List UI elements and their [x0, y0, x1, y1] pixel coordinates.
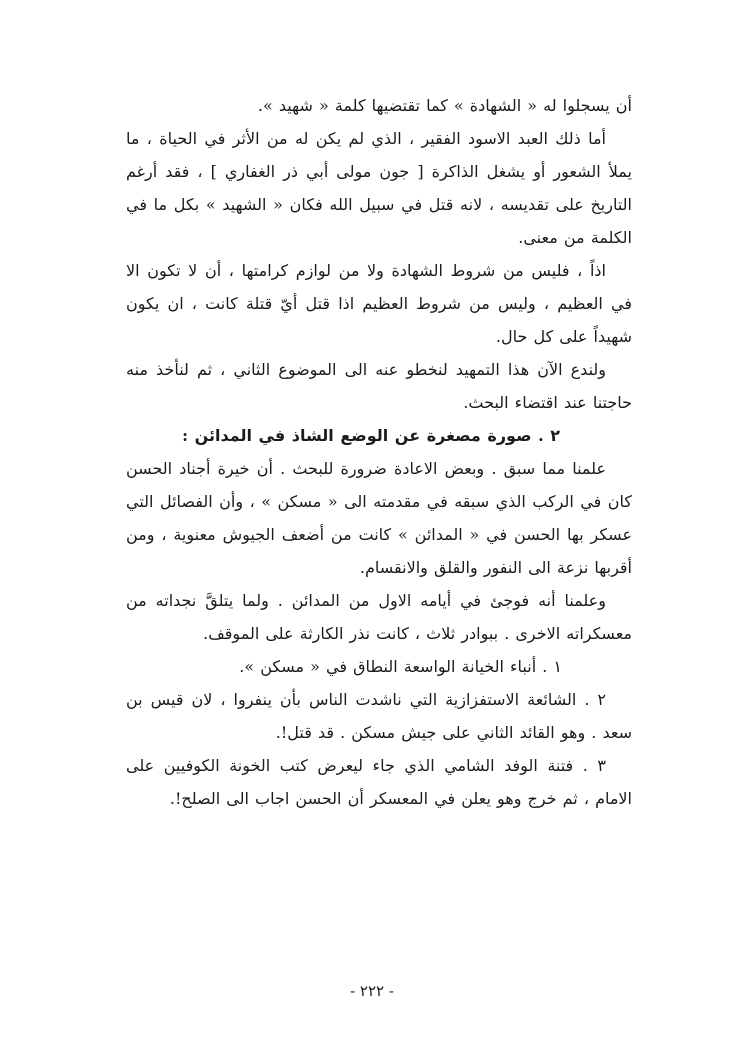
paragraph: وعلمنا أنه فوجئ في أيامه الاول من المدائن . ولما يتلقَّ نجداته من معسكراته الاخرى . ببوادر ثلاث ، كانت نذر الكارثة على الموقف. [126, 591, 632, 643]
paragraph: ولندع الآن هذا التمهيد لنخطو عنه الى الموضوع الثاني ، ثم لنأخذ منه حاجتنا عند اقتضاء البحث. [126, 360, 632, 412]
text-block [126, 89, 632, 815]
list-item: ١ . أنباء الخيانة الواسعة النطاق في « مسكن ». [239, 657, 562, 676]
paragraph-continuation: أن يسجلوا له « الشهادة » كما تقتضيها كلمة « شهيد ». [257, 96, 632, 115]
paragraph: أما ذلك العبد الاسود الفقير ، الذي لم يكن له من الأثر في الحياة ، ما يملأ الشعور أو يشغل الذاكرة [ جون مولى أبي ذر الغفاري ] ، فقد أرغم التاريخ على تقديسه ، لانه قتل في سبيل الله فكان « الشهيد » بكل ما في الكلمة من معنى. [126, 129, 632, 247]
paragraph: اذاً ، فليس من شروط الشهادة ولا من لوازم كرامتها ، أن لا تكون الا في العظيم ، وليس من شروط العظيم اذا قتل أيّ قتلة كانت ، ان يكون شهيداً على كل حال. [126, 261, 632, 346]
section-heading: ٢ . صورة مصغرة عن الوضع الشاذ في المدائن : [182, 426, 560, 445]
list-item: ٣ . فتنة الوفد الشامي الذي جاء ليعرض كتب الخونة الكوفيين على الامام ، ثم خرج وهو يعلن في المعسكر أن الحسن اجاب الى الصلح!. [126, 756, 632, 808]
paragraph: علمنا مما سبق . وبعض الاعادة ضرورة للبحث . أن خيرة أجناد الحسن كان في الركب الذي سبقه في مقدمته الى « مسكن » ، وأن الفصائل التي عسكر بها الحسن في « المدائن » كانت من أضعف الجيوش معنوية ، ومن أقربها نزعة الى النفور والقلق والانقسام. [126, 459, 632, 577]
list-item: ٢ . الشائعة الاستفزازية التي ناشدت الناس بأن ينفروا ، لان قيس بن سعد . وهو القائد الثاني على جيش مسكن . قد قتل!. [126, 690, 632, 742]
page-number: - ٢٢٢ - [350, 982, 394, 1000]
